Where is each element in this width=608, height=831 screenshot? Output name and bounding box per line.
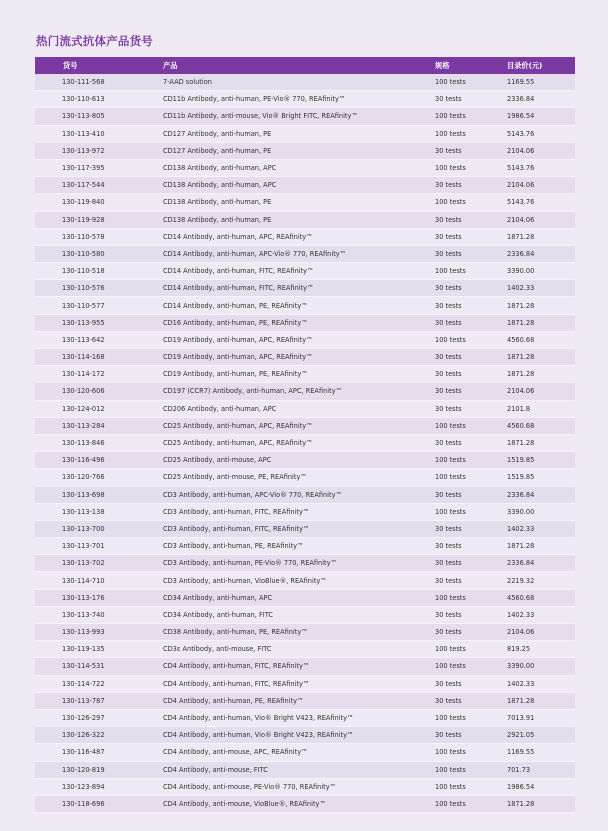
table-row bbox=[35, 177, 575, 194]
cell-price: 1402.33 bbox=[507, 280, 575, 297]
cell-catalog-number: 130-113-846 bbox=[35, 434, 163, 451]
cell-size: 30 tests bbox=[435, 228, 507, 245]
cell-catalog-number: 130-114-531 bbox=[35, 658, 163, 675]
cell-price: 4560.68 bbox=[507, 589, 575, 606]
cell-catalog-number: 130-114-710 bbox=[35, 572, 163, 589]
cell-size: 30 tests bbox=[435, 538, 507, 555]
cell-catalog-number: 130-117-395 bbox=[35, 159, 163, 176]
cell-product: CD14 Antibody, anti-human, PE, REAfinity™ bbox=[163, 297, 435, 314]
table-row bbox=[35, 194, 575, 211]
cell-catalog-number: 130-126-322 bbox=[35, 727, 163, 744]
cell-price: 1402.33 bbox=[507, 520, 575, 537]
table-row bbox=[35, 125, 575, 142]
cell-catalog-number: 130-113-993 bbox=[35, 624, 163, 641]
cell-size: 100 tests bbox=[435, 159, 507, 176]
cell-catalog-number: 130-114-172 bbox=[35, 366, 163, 383]
cell-price: 1402.33 bbox=[507, 675, 575, 692]
cell-product: CD4 Antibody, anti-mouse, FITC bbox=[163, 761, 435, 778]
cell-price: 2921.05 bbox=[507, 727, 575, 744]
table-row bbox=[35, 142, 575, 159]
cell-size: 100 tests bbox=[435, 74, 507, 91]
cell-product: CD11b Antibody, anti-mouse, Vio® Bright FITC, REAfinity™ bbox=[163, 108, 435, 125]
cell-catalog-number: 130-120-766 bbox=[35, 469, 163, 486]
cell-catalog-number: 130-120-606 bbox=[35, 383, 163, 400]
header-size: 规格 bbox=[435, 57, 507, 74]
cell-size: 30 tests bbox=[435, 727, 507, 744]
cell-price: 1871.28 bbox=[507, 366, 575, 383]
header-product: 产品 bbox=[163, 57, 435, 74]
cell-product: CD25 Antibody, anti-human, APC, REAfinity™ bbox=[163, 434, 435, 451]
table-row bbox=[35, 572, 575, 589]
cell-catalog-number: 130-113-702 bbox=[35, 555, 163, 572]
table-row bbox=[35, 641, 575, 658]
cell-price: 2336.84 bbox=[507, 486, 575, 503]
cell-size: 100 tests bbox=[435, 709, 507, 726]
cell-product: CD11b Antibody, anti-human, PE-Vio® 770, REAfinity™ bbox=[163, 91, 435, 108]
cell-size: 100 tests bbox=[435, 194, 507, 211]
table-row bbox=[35, 744, 575, 761]
cell-catalog-number: 130-110-577 bbox=[35, 297, 163, 314]
cell-size: 100 tests bbox=[435, 469, 507, 486]
cell-product: CD127 Antibody, anti-human, PE bbox=[163, 125, 435, 142]
cell-catalog-number: 130-124-012 bbox=[35, 400, 163, 417]
cell-price: 4560.68 bbox=[507, 331, 575, 348]
cell-catalog-number: 130-113-700 bbox=[35, 520, 163, 537]
cell-size: 100 tests bbox=[435, 761, 507, 778]
table-row bbox=[35, 692, 575, 709]
cell-size: 100 tests bbox=[435, 589, 507, 606]
cell-size: 100 tests bbox=[435, 331, 507, 348]
cell-price: 5143.76 bbox=[507, 125, 575, 142]
table-row bbox=[35, 91, 575, 108]
cell-price: 2336.84 bbox=[507, 245, 575, 262]
cell-size: 30 tests bbox=[435, 211, 507, 228]
cell-price: 1871.28 bbox=[507, 228, 575, 245]
cell-catalog-number: 130-113-955 bbox=[35, 314, 163, 331]
table-row bbox=[35, 263, 575, 280]
cell-catalog-number: 130-113-787 bbox=[35, 692, 163, 709]
cell-product: CD4 Antibody, anti-mouse, APC, REAfinity™ bbox=[163, 744, 435, 761]
table-row bbox=[35, 159, 575, 176]
cell-product: CD206 Antibody, anti-human, APC bbox=[163, 400, 435, 417]
table-row bbox=[35, 469, 575, 486]
table-row bbox=[35, 417, 575, 434]
cell-size: 30 tests bbox=[435, 555, 507, 572]
cell-size: 30 tests bbox=[435, 91, 507, 108]
cell-price: 1871.28 bbox=[507, 795, 575, 812]
cell-price: 2219.32 bbox=[507, 572, 575, 589]
cell-product: CD34 Antibody, anti-human, FITC bbox=[163, 606, 435, 623]
cell-size: 100 tests bbox=[435, 778, 507, 795]
table-row bbox=[35, 211, 575, 228]
cell-price: 2104.06 bbox=[507, 142, 575, 159]
cell-price: 3390.00 bbox=[507, 658, 575, 675]
table-row bbox=[35, 280, 575, 297]
cell-catalog-number: 130-113-284 bbox=[35, 417, 163, 434]
cell-product: CD3 Antibody, anti-human, FITC, REAfinity™ bbox=[163, 520, 435, 537]
cell-catalog-number: 130-113-410 bbox=[35, 125, 163, 142]
cell-product: CD4 Antibody, anti-human, FITC, REAfinity™ bbox=[163, 658, 435, 675]
table-row bbox=[35, 727, 575, 744]
cell-product: CD3 Antibody, anti-human, PE-Vio® 770, REAfinity™ bbox=[163, 555, 435, 572]
table-row bbox=[35, 589, 575, 606]
cell-catalog-number: 130-117-544 bbox=[35, 177, 163, 194]
cell-size: 100 tests bbox=[435, 108, 507, 125]
cell-price: 1871.28 bbox=[507, 297, 575, 314]
cell-price: 1986.54 bbox=[507, 778, 575, 795]
cell-size: 30 tests bbox=[435, 486, 507, 503]
table-row bbox=[35, 434, 575, 451]
table-row bbox=[35, 245, 575, 262]
cell-price: 2104.06 bbox=[507, 624, 575, 641]
cell-price: 3390.00 bbox=[507, 263, 575, 280]
cell-catalog-number: 130-113-701 bbox=[35, 538, 163, 555]
cell-product: CD25 Antibody, anti-mouse, APC bbox=[163, 452, 435, 469]
table-row bbox=[35, 349, 575, 366]
page-title: 热门流式抗体产品货号 bbox=[36, 34, 153, 48]
cell-product: 7-AAD solution bbox=[163, 74, 435, 91]
cell-catalog-number: 130-116-496 bbox=[35, 452, 163, 469]
cell-product: CD14 Antibody, anti-human, FITC, REAfinity™ bbox=[163, 280, 435, 297]
cell-catalog-number: 130-114-722 bbox=[35, 675, 163, 692]
table-row bbox=[35, 108, 575, 125]
cell-price: 1169.55 bbox=[507, 744, 575, 761]
cell-size: 100 tests bbox=[435, 744, 507, 761]
table-row bbox=[35, 538, 575, 555]
cell-catalog-number: 130-126-297 bbox=[35, 709, 163, 726]
cell-size: 30 tests bbox=[435, 349, 507, 366]
cell-price: 1519.85 bbox=[507, 469, 575, 486]
cell-product: CD14 Antibody, anti-human, FITC, REAfinity™ bbox=[163, 263, 435, 280]
product-table bbox=[35, 57, 575, 813]
cell-catalog-number: 130-119-928 bbox=[35, 211, 163, 228]
cell-catalog-number: 130-113-642 bbox=[35, 331, 163, 348]
cell-catalog-number: 130-113-740 bbox=[35, 606, 163, 623]
table-header-row bbox=[35, 57, 575, 74]
cell-catalog-number: 130-119-135 bbox=[35, 641, 163, 658]
table-row bbox=[35, 383, 575, 400]
table-row bbox=[35, 520, 575, 537]
cell-size: 100 tests bbox=[435, 503, 507, 520]
cell-product: CD197 (CCR7) Antibody, anti-human, APC, REAfinity™ bbox=[163, 383, 435, 400]
cell-product: CD4 Antibody, anti-human, PE, REAfinity™ bbox=[163, 692, 435, 709]
cell-product: CD4 Antibody, anti-human, FITC, REAfinity™ bbox=[163, 675, 435, 692]
cell-price: 5143.76 bbox=[507, 194, 575, 211]
table-row bbox=[35, 314, 575, 331]
cell-price: 1871.28 bbox=[507, 314, 575, 331]
header-catalog-number: 货号 bbox=[35, 57, 163, 74]
table-row bbox=[35, 795, 575, 812]
cell-size: 30 tests bbox=[435, 314, 507, 331]
table-row bbox=[35, 778, 575, 795]
cell-size: 100 tests bbox=[435, 125, 507, 142]
cell-price: 1871.28 bbox=[507, 692, 575, 709]
cell-price: 1519.85 bbox=[507, 452, 575, 469]
cell-price: 1402.33 bbox=[507, 606, 575, 623]
cell-size: 30 tests bbox=[435, 383, 507, 400]
cell-size: 30 tests bbox=[435, 434, 507, 451]
cell-price: 5143.76 bbox=[507, 159, 575, 176]
cell-size: 30 tests bbox=[435, 366, 507, 383]
cell-catalog-number: 130-113-972 bbox=[35, 142, 163, 159]
cell-price: 7013.91 bbox=[507, 709, 575, 726]
table-row bbox=[35, 675, 575, 692]
cell-product: CD4 Antibody, anti-mouse, VioBlue®, REAfinity™ bbox=[163, 795, 435, 812]
table-row bbox=[35, 658, 575, 675]
cell-catalog-number: 130-113-698 bbox=[35, 486, 163, 503]
cell-price: 1986.54 bbox=[507, 108, 575, 125]
cell-catalog-number: 130-110-580 bbox=[35, 245, 163, 262]
cell-size: 30 tests bbox=[435, 572, 507, 589]
cell-size: 100 tests bbox=[435, 452, 507, 469]
cell-size: 30 tests bbox=[435, 606, 507, 623]
table-row bbox=[35, 74, 575, 91]
cell-catalog-number: 130-113-176 bbox=[35, 589, 163, 606]
cell-catalog-number: 130-110-578 bbox=[35, 228, 163, 245]
cell-product: CD138 Antibody, anti-human, APC bbox=[163, 177, 435, 194]
cell-catalog-number: 130-118-696 bbox=[35, 795, 163, 812]
table-row bbox=[35, 228, 575, 245]
cell-product: CD138 Antibody, anti-human, PE bbox=[163, 194, 435, 211]
cell-price: 2336.84 bbox=[507, 555, 575, 572]
cell-size: 30 tests bbox=[435, 520, 507, 537]
cell-product: CD19 Antibody, anti-human, APC, REAfinity™ bbox=[163, 349, 435, 366]
cell-size: 30 tests bbox=[435, 280, 507, 297]
cell-product: CD3ε Antibody, anti-mouse, FITC bbox=[163, 641, 435, 658]
table-row bbox=[35, 761, 575, 778]
cell-catalog-number: 130-111-568 bbox=[35, 74, 163, 91]
cell-product: CD3 Antibody, anti-human, VioBlue®, REAfinity™ bbox=[163, 572, 435, 589]
cell-catalog-number: 130-113-805 bbox=[35, 108, 163, 125]
cell-catalog-number: 130-114-168 bbox=[35, 349, 163, 366]
cell-price: 1169.55 bbox=[507, 74, 575, 91]
cell-price: 2101.8 bbox=[507, 400, 575, 417]
cell-price: 1871.28 bbox=[507, 434, 575, 451]
cell-price: 819.25 bbox=[507, 641, 575, 658]
cell-product: CD127 Antibody, anti-human, PE bbox=[163, 142, 435, 159]
cell-size: 30 tests bbox=[435, 692, 507, 709]
cell-product: CD3 Antibody, anti-human, PE, REAfinity™ bbox=[163, 538, 435, 555]
cell-catalog-number: 130-123-894 bbox=[35, 778, 163, 795]
cell-product: CD19 Antibody, anti-human, PE, REAfinity™ bbox=[163, 366, 435, 383]
cell-price: 2104.06 bbox=[507, 177, 575, 194]
cell-price: 2336.84 bbox=[507, 91, 575, 108]
cell-price: 3390.00 bbox=[507, 503, 575, 520]
cell-size: 30 tests bbox=[435, 297, 507, 314]
table-row bbox=[35, 624, 575, 641]
cell-product: CD138 Antibody, anti-human, PE bbox=[163, 211, 435, 228]
cell-catalog-number: 130-110-518 bbox=[35, 263, 163, 280]
cell-size: 30 tests bbox=[435, 624, 507, 641]
cell-product: CD16 Antibody, anti-human, PE, REAfinity™ bbox=[163, 314, 435, 331]
cell-size: 100 tests bbox=[435, 417, 507, 434]
cell-catalog-number: 130-116-487 bbox=[35, 744, 163, 761]
cell-product: CD4 Antibody, anti-human, Vio® Bright V423, REAfinity™ bbox=[163, 709, 435, 726]
cell-catalog-number: 130-110-613 bbox=[35, 91, 163, 108]
cell-price: 2104.06 bbox=[507, 211, 575, 228]
cell-price: 2104.06 bbox=[507, 383, 575, 400]
table-row bbox=[35, 555, 575, 572]
cell-price: 1871.28 bbox=[507, 538, 575, 555]
cell-product: CD25 Antibody, anti-human, APC, REAfinity™ bbox=[163, 417, 435, 434]
cell-size: 100 tests bbox=[435, 795, 507, 812]
cell-product: CD25 Antibody, anti-mouse, PE, REAfinity™ bbox=[163, 469, 435, 486]
table-row bbox=[35, 503, 575, 520]
cell-size: 30 tests bbox=[435, 675, 507, 692]
cell-product: CD19 Antibody, anti-human, APC, REAfinity™ bbox=[163, 331, 435, 348]
cell-catalog-number: 130-120-819 bbox=[35, 761, 163, 778]
cell-size: 30 tests bbox=[435, 400, 507, 417]
table-row bbox=[35, 331, 575, 348]
table-row bbox=[35, 486, 575, 503]
table-row bbox=[35, 452, 575, 469]
cell-size: 30 tests bbox=[435, 245, 507, 262]
cell-size: 100 tests bbox=[435, 263, 507, 280]
cell-catalog-number: 130-113-138 bbox=[35, 503, 163, 520]
cell-catalog-number: 130-119-840 bbox=[35, 194, 163, 211]
cell-catalog-number: 130-110-576 bbox=[35, 280, 163, 297]
cell-size: 100 tests bbox=[435, 658, 507, 675]
cell-product: CD138 Antibody, anti-human, APC bbox=[163, 159, 435, 176]
cell-product: CD4 Antibody, anti-human, Vio® Bright V423, REAfinity™ bbox=[163, 727, 435, 744]
cell-product: CD14 Antibody, anti-human, APC-Vio® 770, REAfinity™ bbox=[163, 245, 435, 262]
cell-price: 4560.68 bbox=[507, 417, 575, 434]
cell-size: 100 tests bbox=[435, 641, 507, 658]
table-row bbox=[35, 366, 575, 383]
cell-product: CD3 Antibody, anti-human, FITC, REAfinity™ bbox=[163, 503, 435, 520]
table-row bbox=[35, 400, 575, 417]
cell-product: CD38 Antibody, anti-human, PE, REAfinity™ bbox=[163, 624, 435, 641]
table-row bbox=[35, 606, 575, 623]
table-row bbox=[35, 709, 575, 726]
header-price: 目录价(元) bbox=[507, 57, 575, 74]
cell-size: 30 tests bbox=[435, 177, 507, 194]
table-row bbox=[35, 297, 575, 314]
cell-price: 1871.28 bbox=[507, 349, 575, 366]
cell-product: CD34 Antibody, anti-human, APC bbox=[163, 589, 435, 606]
cell-price: 701.73 bbox=[507, 761, 575, 778]
table-body bbox=[35, 74, 575, 813]
cell-size: 30 tests bbox=[435, 142, 507, 159]
cell-product: CD3 Antibody, anti-human, APC-Vio® 770, REAfinity™ bbox=[163, 486, 435, 503]
cell-product: CD14 Antibody, anti-human, APC, REAfinity™ bbox=[163, 228, 435, 245]
cell-product: CD4 Antibody, anti-mouse, PE-Vio® 770, REAfinity™ bbox=[163, 778, 435, 795]
